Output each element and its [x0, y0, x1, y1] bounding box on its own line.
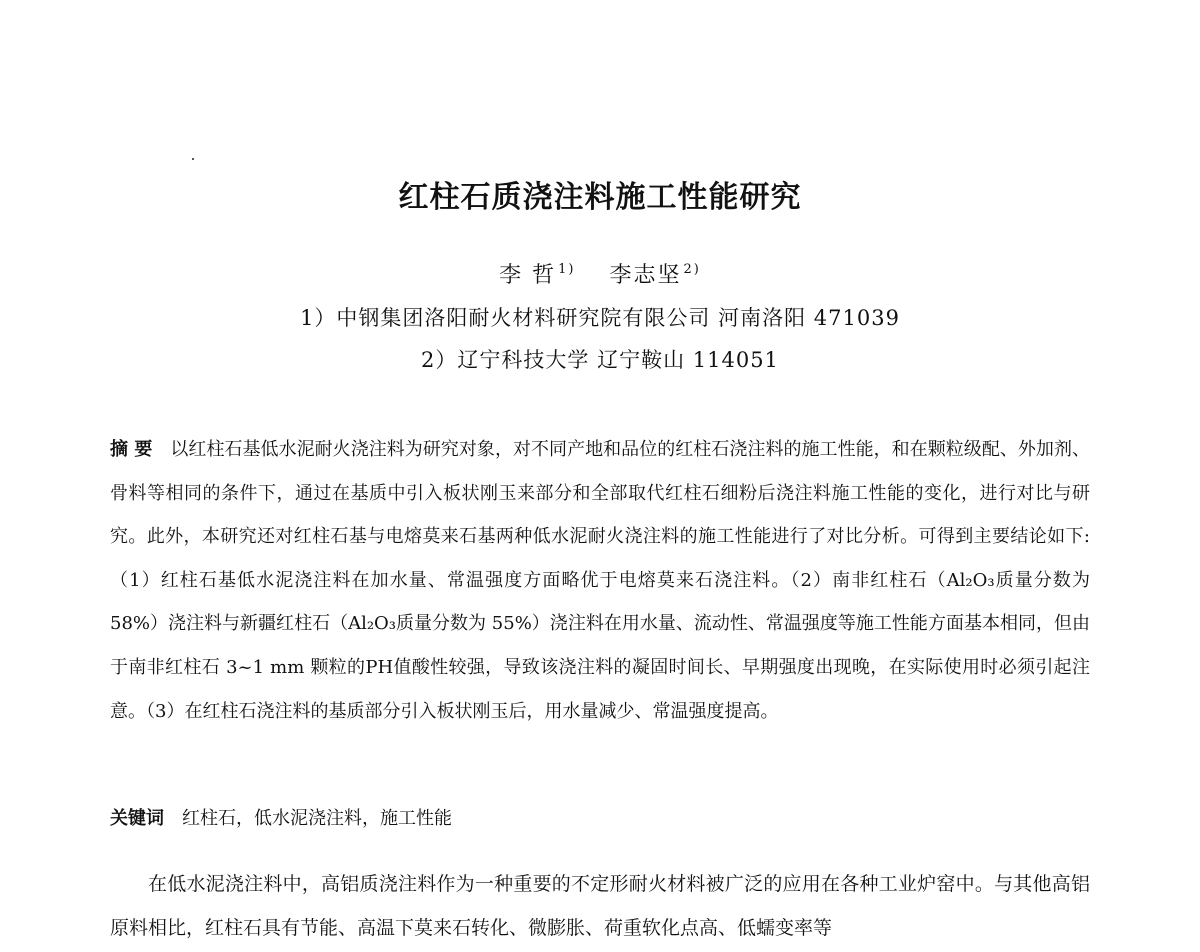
body-paragraph: 在低水泥浇注料中，高铝质浇注料作为一种重要的不定形耐火材料被广泛的应用在各种工业炉窑中。与其他高铝原料相比，红柱石具有节能、高温下莫来石转化、微膨胀、荷重软化点高、低蠕变率等	[110, 873, 1090, 939]
author-affiliation-mark: 2)	[683, 262, 701, 277]
author-affiliation-mark: 1)	[558, 262, 576, 277]
keywords-text: 红柱石，低水泥浇注料，施工性能	[182, 808, 452, 829]
keywords	[110, 804, 1090, 834]
abstract	[110, 428, 1090, 733]
affiliation-1: 1）中钢集团洛阳耐火材料研究院有限公司 河南洛阳 471039	[300, 306, 900, 330]
keywords-label: 关键词	[110, 808, 164, 829]
abstract-label: 摘 要	[110, 439, 153, 460]
author-name: 李志坚	[609, 263, 682, 288]
scan-speck	[192, 158, 194, 160]
paper-title: 红柱石质浇注料施工性能研究	[398, 180, 802, 215]
author-name: 李 哲	[499, 263, 557, 288]
affiliation-2: 2）辽宁科技大学 辽宁鞍山 114051	[421, 348, 779, 372]
author-line	[0, 258, 1200, 289]
abstract-text: 以红柱石基低水泥耐火浇注料为研究对象，对不同产地和品位的红柱石浇注料的施工性能，和在颗粒级配、外加剂、骨料等相同的条件下，通过在基质中引入板状刚玉来部分和全部取代红柱石细粉后浇注料施工性能的变化，进行对比与研究。此外，本研究还对红柱石基与电熔莫来石基两种低水泥耐火浇注料的施工性能进行了对比分析。可得到主要结论如下:（1）红柱石基低水泥浇注料在加水量、常温强度方面略优于电熔莫来石浇注料。（2）南非红柱石（Al₂O₃质量分数为 58%）浇注料与新疆红柱石（Al₂O₃质量分数为 55%）浇注料在用水量、流动性、常温强度等施工性能方面基本相同，但由于南非红柱石 3~1 mm 颗粒的PH值酸性较强，导致该浇注料的凝固时间长、早期强度出现晚，在实际使用时必须引起注意。（3）在红柱石浇注料的基质部分引入板状刚玉后，用水量减少、常温强度提高。	[110, 439, 1090, 722]
